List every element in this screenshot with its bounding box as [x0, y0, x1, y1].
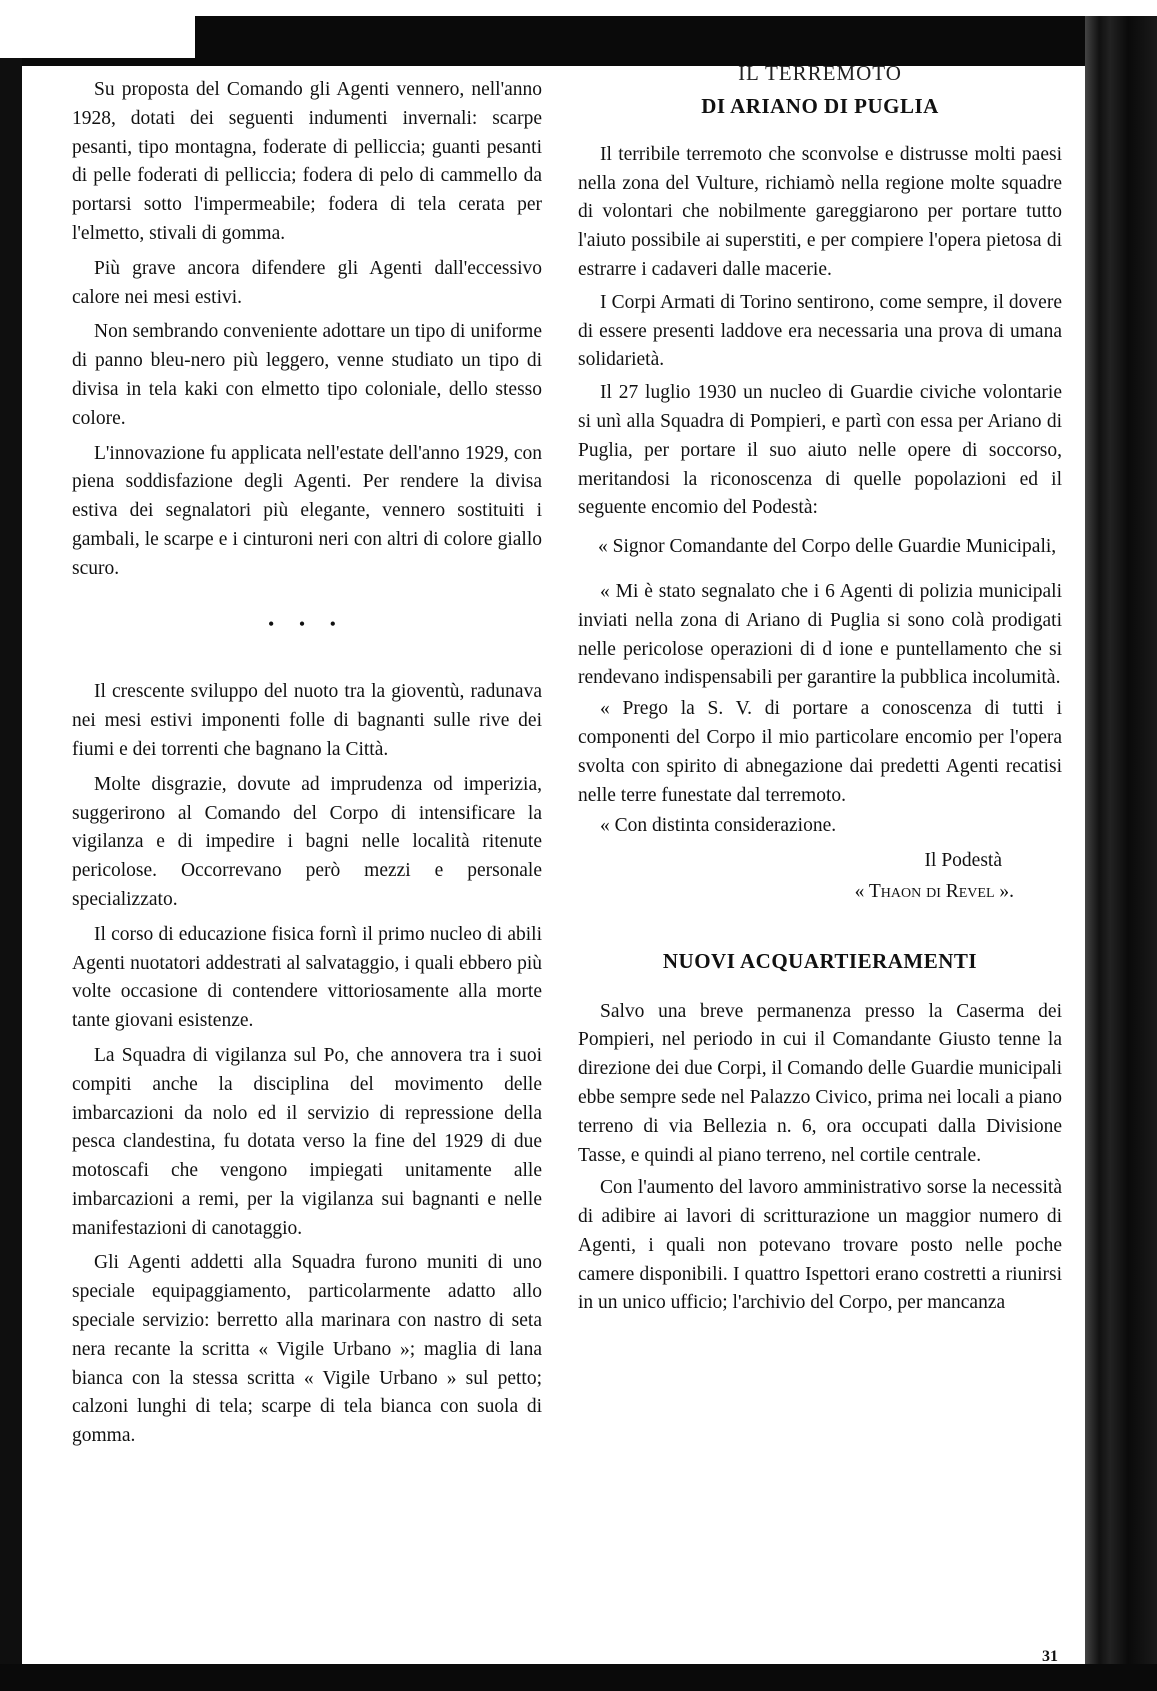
paragraph: Più grave ancora difendere gli Agenti dall'eccessivo calore nei mesi estivi.	[72, 257, 542, 308]
scan-border-bottom	[0, 1664, 1157, 1691]
right-column	[578, 61, 1062, 1318]
scan-border-top	[195, 16, 1157, 66]
scan-border-right	[1085, 16, 1157, 1691]
quote-paragraph: « Mi è stato segnalato che i 6 Agenti di polizia municipali inviati nella zona di Ariano di Puglia si sono colà prodigati nelle pericolose operazioni di d ione e puntellamento che si rendevano indispensabili per garantire la pubblica incolumità.	[578, 580, 1062, 689]
page	[22, 61, 1085, 1665]
paragraph: Il terribile terremoto che sconvolse e distrusse molti paesi nella zona del Vulture, richiamò nella regione molte squadre di volontari che nobilmente gareggiarono per portare tutto l'aiuto possibile ai superstiti, e per compiere l'opera pietosa di estrarre i cadaveri dalle macerie.	[578, 143, 1062, 280]
paragraph: Il corso di educazione fisica fornì il primo nucleo di abili Agenti nuotatori addestrati al salvataggio, i quali ebbero più volte occasione di contendere vittoriosamente alla morte tante giovani esistenze.	[72, 923, 542, 1032]
paragraph: Il crescente sviluppo del nuoto tra la gioventù, radunava nei mesi estivi imponenti folle di bagnanti sulle rive dei fiumi e dei torrenti che bagnano la Città.	[72, 681, 542, 760]
paragraph: Su proposta del Comando gli Agenti vennero, nell'anno 1928, dotati dei seguenti indumenti invernali: scarpe pesanti, tipo montagna, foderate di pelliccia; guanti pesanti di pelle foderati di pelliccia; fodera di pelo di cammello da portarsi sotto l'impermeabile; fodera di tela cerata per l'elmetto, stivali di gomma.	[72, 79, 542, 244]
paragraph: Salvo una breve permanenza presso la Caserma dei Pompieri, nel periodo in cui il Comandante Giusto tenne la direzione dei due Corpi, il Comando delle Guardie municipali ebbe sempre sede nel Palazzo Civico, prima nei locali a piano terreno di via Bellezia n. 6, ora occupati dalla Divisione Tasse, e quindi al piano terreno, nel cortile centrale.	[578, 1000, 1062, 1166]
quote-salutation: « Signor Comandante del Corpo delle Guardie Municipali,	[598, 536, 1057, 558]
signature-name: « Thaon di Revel ».	[854, 880, 1014, 902]
paragraph: Non sembrando conveniente adottare un tipo di uniforme di panno bleu-nero più leggero, venne studiato un tipo di divisa in tela kaki con elmetto tipo coloniale, dello stesso colore.	[72, 321, 542, 429]
paragraph: Con l'aumento del lavoro amministrativo sorse la necessità di adibire ai lavori di scritturazione un maggior numero di Agenti, i quali non potevano trovare posto nelle poche camere disponibili. I quattro Ispettori erano costretti a riunirsi in un unico ufficio; l'archivio del Corpo, per mancanza	[578, 1177, 1062, 1314]
paragraph: Molte disgrazie, dovute ad imprudenza od imperizia, suggerirono al Comando del Corpo di intensificare la vigilanza e di impedire i bagni nelle località ritenute pericolose. Occorrevano però mezzi e personale specializzato.	[72, 773, 542, 910]
left-column	[72, 76, 542, 1451]
signature-title: Il Podestà	[924, 850, 1002, 872]
section-heading: DI ARIANO DI PUGLIA	[701, 94, 939, 118]
section-heading-cut: IL TERREMOTO	[738, 61, 902, 85]
paragraph: Il 27 luglio 1930 un nucleo di Guardie civiche volontarie si unì alla Squadra di Pompieri, e partì con essa per Ariano di Puglia, per portare il suo aiuto nelle opere di soccorso, meritandosi la riconoscenza di quelle popolazioni ed il seguente encomio del Podestà:	[578, 382, 1062, 519]
paragraph: La Squadra di vigilanza sul Po, che annovera tra i suoi compiti anche la disciplina del movimento delle imbarcazioni da nolo ed il servizio di repressione della pesca clandestina, fu dotata verso la fine del 1929 di due motoscafi che vengono impiegati unitamente alle imbarcazioni a remi, per la vigilanza sui bagnanti e nelle manifestazioni di canotaggio.	[72, 1044, 542, 1239]
page-number: 31	[1042, 1648, 1058, 1665]
quote-paragraph: « Con distinta considerazione.	[600, 815, 837, 837]
section-separator: • • •	[268, 613, 346, 634]
paragraph: I Corpi Armati di Torino sentirono, come sempre, il dovere di essere presenti laddove era necessaria una prova di umana solidarietà.	[578, 291, 1062, 371]
paragraph: L'innovazione fu applicata nell'estate dell'anno 1929, con piena soddisfazione degli Agenti. Per rendere la divisa estiva dei segnalatori più elegante, vennero sostituiti i gambali, le scarpe e i cinturoni neri con altri di colore giallo scuro.	[72, 442, 542, 579]
quote-paragraph: « Prego la S. V. di portare a conoscenza di tutti i componenti del Corpo il mio particolare encomio per l'opera svolta con spirito di abnegazione dai predetti Agenti recatisi nelle terre funestate dal terremoto.	[578, 698, 1062, 806]
scan-border-left	[0, 58, 22, 1691]
section-heading: NUOVI ACQUARTIERAMENTI	[662, 948, 978, 973]
paragraph: Gli Agenti addetti alla Squadra furono muniti di uno speciale equipaggiamento, particolarmente adatto allo speciale servizio: berretto alla marinara con nastro di seta nera recante la scritta « Vigile Urbano »; maglia di lana bianca con la stessa scritta « Vigile Urbano » sul petto; calzoni lunghi di tela; scarpe di tela bianca con suola di gomma.	[72, 1252, 542, 1447]
